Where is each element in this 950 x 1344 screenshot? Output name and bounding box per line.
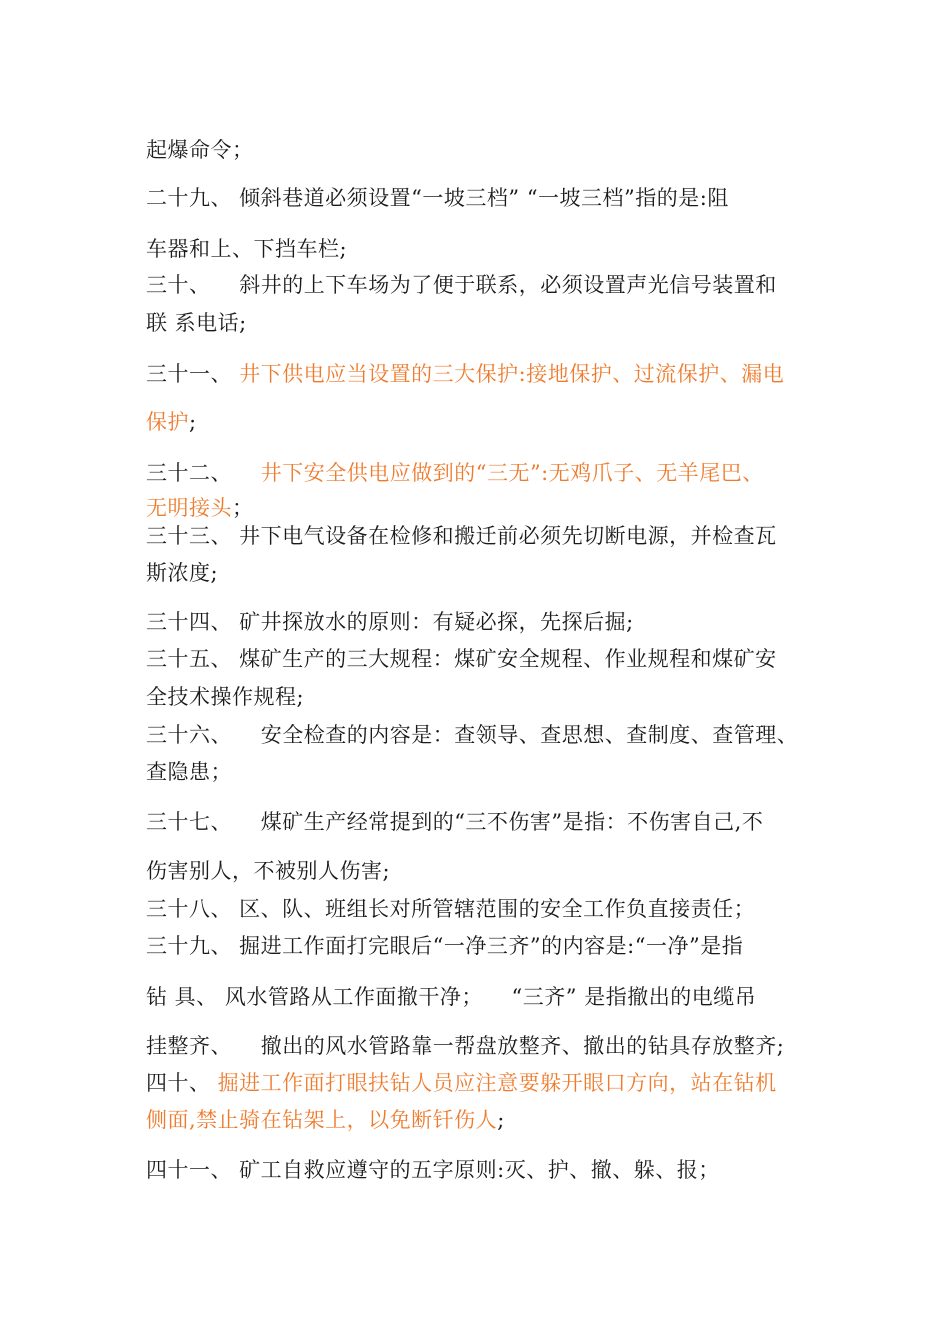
text-segment: 三十四、 矿井探放水的原则：有疑必探，先探后掘;: [146, 610, 634, 634]
text-segment: 挂整齐、 撤出的风水管路靠一帮盘放整齐、撤出的钻具存放整齐;: [146, 1034, 785, 1058]
text-line: [146, 186, 729, 210]
text-segment: 二十九、 倾斜巷道必须设置“一坡三档” “一坡三档”指的是:阻: [146, 186, 729, 210]
text-line: [146, 524, 777, 548]
text-segment: 起爆命令；: [146, 138, 254, 162]
text-segment: 三十、 斜井的上下车场为了便于联系，必须设置声光信号装置和: [146, 273, 777, 297]
text-segment: 斯浓度;: [146, 561, 219, 585]
text-line: [146, 496, 254, 520]
text-line: [146, 461, 764, 485]
text-line: [146, 760, 232, 784]
text-line: [146, 1108, 505, 1132]
text-line: [146, 138, 254, 162]
text-segment: 三十三、 井下电气设备在检修和搬迁前必须先切断电源，并检查瓦: [146, 524, 777, 548]
text-segment: ;: [189, 410, 197, 434]
text-line: [146, 362, 784, 386]
text-line: [146, 1034, 784, 1058]
text-segment: ；: [232, 496, 254, 520]
text-line: [146, 859, 390, 883]
highlighted-text-segment: 井下安全供电应做到的“三无”:无鸡爪子、无羊尾巴、: [260, 461, 764, 485]
text-segment: ;: [497, 1108, 505, 1132]
text-line: [146, 311, 247, 335]
text-segment: 联 系电话;: [146, 311, 247, 335]
text-segment: 车器和上、下挡车栏;: [146, 237, 348, 261]
text-segment: 查隐患；: [146, 760, 232, 784]
text-segment: 三十二、: [146, 461, 261, 485]
text-segment: 三十六、 安全检查的内容是：查领导、查思想、查制度、查管理、: [146, 723, 799, 747]
text-line: [146, 934, 743, 958]
text-line: [146, 1071, 777, 1095]
text-line: [146, 410, 197, 434]
text-segment: 全技术操作规程;: [146, 685, 305, 709]
text-line: [146, 723, 798, 747]
text-line: [146, 985, 756, 1009]
text-segment: 三十七、 煤矿生产经常提到的“三不伤害”是指：不伤害自己,不: [146, 810, 764, 834]
highlighted-text-segment: 井下供电应当设置的三大保护:接地保护、过流保护、漏电: [239, 362, 785, 386]
text-line: [146, 810, 763, 834]
text-segment: 四十一、 矿工自救应遵守的五字原则:灭、护、撤、躲、报；: [146, 1158, 720, 1182]
highlighted-text-segment: 无明接头: [146, 496, 232, 520]
text-line: [146, 647, 777, 671]
text-line: [146, 1158, 720, 1182]
text-segment: 钻 具、 风水管路从工作面撤干净； “三齐” 是指撤出的电缆吊: [146, 985, 757, 1009]
highlighted-text-segment: 保护: [146, 410, 189, 434]
text-segment: 伤害别人，不被别人伤害;: [146, 859, 391, 883]
text-line: [146, 610, 634, 634]
text-segment: 三十八、 区、队、班组长对所管辖范围的安全工作负直接责任；: [146, 897, 756, 921]
text-line: [146, 685, 304, 709]
highlighted-text-segment: 掘进工作面打眼扶钻人员应注意要躲开眼口方向，站在钻机: [217, 1071, 777, 1095]
text-segment: 三十五、 煤矿生产的三大规程：煤矿安全规程、作业规程和煤矿安: [146, 647, 777, 671]
text-line: [146, 237, 347, 261]
text-line: [146, 561, 218, 585]
text-line: [146, 897, 755, 921]
text-segment: 三十九、 掘进工作面打完眼后“一净三齐”的内容是:“一净”是指: [146, 934, 744, 958]
text-segment: 四十、: [146, 1071, 218, 1095]
text-segment: 三十一、: [146, 362, 240, 386]
highlighted-text-segment: 侧面,禁止骑在钻架上，以免断钎伤人: [146, 1108, 498, 1132]
text-line: [146, 273, 777, 297]
